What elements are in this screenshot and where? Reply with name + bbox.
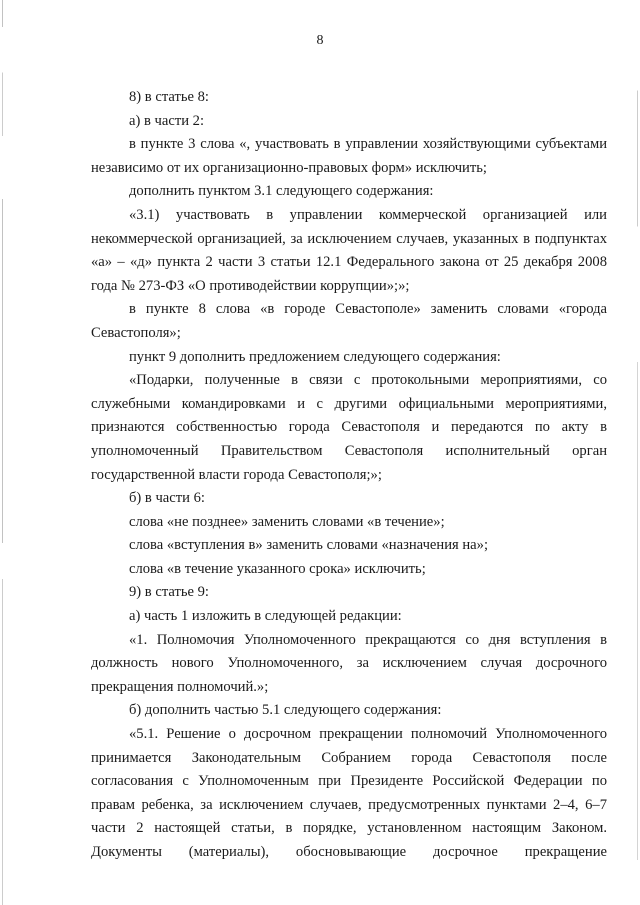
paragraph: «1. Полномочия Уполномоченного прекращаются со дня вступления в должность нового Уполномоченного, за исключением случая досрочного прекращения полномочий.»;: [91, 631, 607, 695]
paragraph: а) в части 2:: [129, 112, 205, 129]
paragraph: слова «не позднее» заменить словами «в течение»;: [129, 513, 445, 530]
paragraph: а) часть 1 изложить в следующей редакции:: [129, 608, 402, 625]
paragraph: «3.1) участвовать в управлении коммерческой организацией или некоммерческой организацией, за исключением случаев, указанных в подпунктах «а» – «д» пункта 2 части 3 статьи 12.1 Федерального закона от 25 декабря 2008 года № 273-ФЗ «О противодействии коррупции»;»;: [91, 206, 607, 294]
paragraph: «Подарки, полученные в связи с протокольными мероприятиями, со служебными командировками и с другими официальными мероприятиями, признаются собственностью города Севастополя и передаются по акту в уполномоченный Правительством Севастополя исполнительный орган государственной власти города Севастополя;»;: [91, 372, 607, 483]
paragraph: «5.1. Решение о досрочном прекращении полномочий Уполномоченного принимается Законодательным Собранием города Севастополя после согласования с Уполномоченным при Президенте Российской Федерации по правам ребенка, за исключением случаев, предусмотренных пунктами 2–4, 6–7 части 2 настоящей статьи, в порядке, установленном настоящим Законом. Документы (материалы), обосновывающие досрочное прекращение: [91, 726, 607, 860]
page-number: 8: [316, 33, 324, 48]
paragraph: в пункте 8 слова «в городе Севастополе» заменить словами «города Севастополя»;: [91, 301, 607, 341]
paragraph: 8) в статье 8:: [129, 89, 209, 105]
scan-edge-left: [2, 0, 3, 905]
paragraph: б) в части 6:: [129, 490, 205, 507]
paragraph: слова «вступления в» заменить словами «назначения на»;: [129, 537, 489, 554]
paragraph: пункт 9 дополнить предложением следующего содержания:: [129, 348, 501, 365]
scan-edge-right: [637, 0, 638, 905]
paragraph: слова «в течение указанного срока» исключить;: [129, 560, 426, 577]
document-body: [91, 86, 607, 865]
paragraph: б) дополнить частью 5.1 следующего содержания:: [129, 702, 442, 719]
paragraph: 9) в статье 9:: [129, 584, 209, 601]
paragraph: в пункте 3 слова «, участвовать в управлении хозяйствующими субъектами независимо от их организационно-правовых форм» исключить;: [91, 136, 607, 176]
paragraph: дополнить пунктом 3.1 следующего содержания:: [129, 183, 434, 200]
